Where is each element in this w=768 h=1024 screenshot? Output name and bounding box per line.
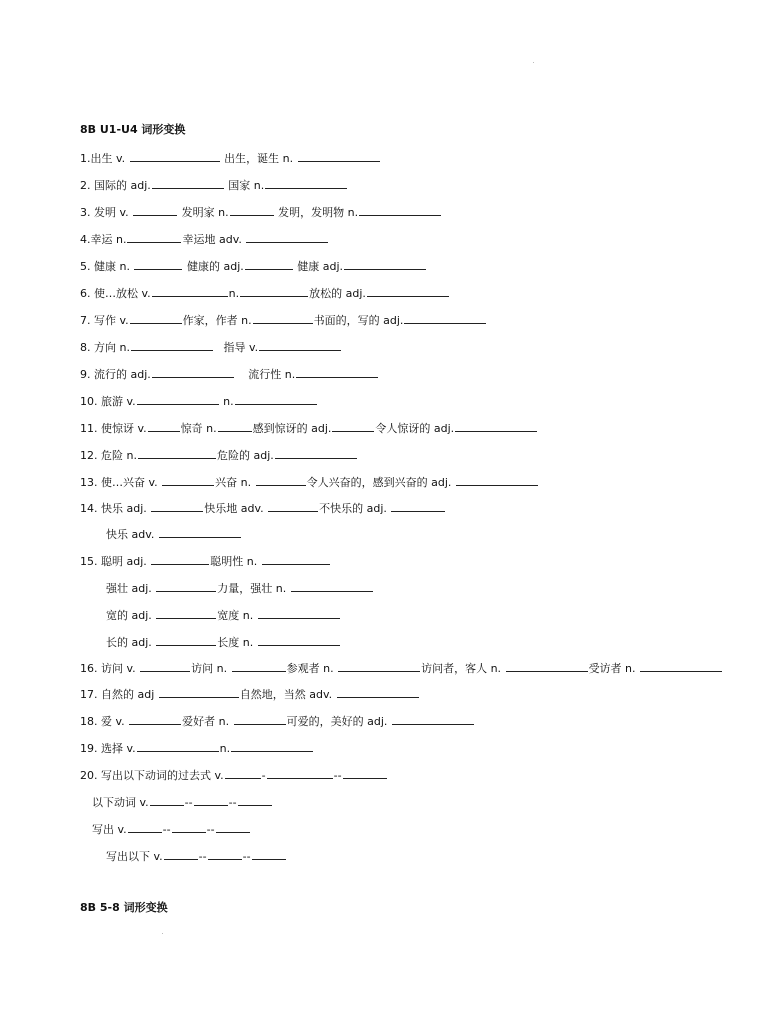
answer-blank[interactable] — [137, 740, 219, 752]
answer-blank[interactable] — [151, 500, 203, 512]
answer-blank[interactable] — [150, 794, 184, 806]
answer-blank[interactable] — [332, 420, 374, 432]
next-section-heading: 8B 5-8 词形变换 — [80, 901, 168, 914]
item-14-continued: 快乐 adv. — [106, 526, 242, 542]
answer-blank[interactable] — [338, 660, 420, 672]
answer-blank[interactable] — [194, 794, 228, 806]
item-5: 5. 健康 n. 健康的 adj. 健康 adj. — [80, 258, 427, 274]
answer-blank[interactable] — [225, 767, 261, 779]
item-15-width: 宽的 adj. 宽度 n. — [106, 607, 341, 623]
answer-blank[interactable] — [262, 553, 330, 565]
item-17: 17. 自然的 adj 自然地，当然 adv. — [80, 686, 420, 702]
answer-blank[interactable] — [208, 848, 242, 860]
answer-blank[interactable] — [267, 767, 333, 779]
item-12: 12. 危险 n. 危险的 adj. — [80, 447, 358, 463]
answer-blank[interactable] — [232, 660, 286, 672]
answer-blank[interactable] — [130, 150, 220, 162]
answer-blank[interactable] — [337, 686, 419, 698]
answer-blank[interactable] — [259, 339, 341, 351]
answer-blank[interactable] — [296, 366, 378, 378]
answer-blank[interactable] — [152, 285, 228, 297]
item-14: 14. 快乐 adj. 快乐地 adv. 不快乐的 adj. — [80, 500, 446, 516]
answer-blank[interactable] — [127, 231, 181, 243]
answer-blank[interactable] — [148, 420, 180, 432]
answer-blank[interactable] — [140, 660, 190, 672]
answer-blank[interactable] — [238, 794, 272, 806]
answer-blank[interactable] — [138, 447, 216, 459]
answer-blank[interactable] — [131, 339, 213, 351]
answer-blank[interactable] — [216, 821, 250, 833]
answer-blank[interactable] — [137, 393, 219, 405]
answer-blank[interactable] — [218, 420, 252, 432]
item-18: 18. 爱 v. 爱好者 n. 可爱的，美好的 adj. — [80, 713, 475, 729]
item-7: 7. 写作 v. 作家，作者 n. 书面的，写的 adj. — [80, 312, 487, 328]
answer-blank[interactable] — [151, 553, 209, 565]
item-2: 2. 国际的 adj. 国家 n. — [80, 177, 348, 193]
answer-blank[interactable] — [275, 447, 357, 459]
item-19: 19. 选择 v. n. — [80, 740, 314, 756]
answer-blank[interactable] — [343, 767, 387, 779]
answer-blank[interactable] — [164, 848, 198, 860]
item-13: 13. 使…兴奋 v. 兴奋 n. 令人兴奋的，感到兴奋的 adj. — [80, 474, 539, 490]
item-16: 16. 访问 v. 访问 n. 参观者 n. 访问者，客人 n. 受访者 n. — [80, 660, 723, 676]
answer-blank[interactable] — [134, 258, 182, 270]
answer-blank[interactable] — [506, 660, 588, 672]
answer-blank[interactable] — [152, 366, 234, 378]
answer-blank[interactable] — [359, 204, 441, 216]
item-6: 6. 使…放松 v. n. 放松的 adj. — [80, 285, 450, 301]
answer-blank[interactable] — [162, 474, 214, 486]
answer-blank[interactable] — [298, 150, 380, 162]
answer-blank[interactable] — [344, 258, 426, 270]
answer-blank[interactable] — [392, 713, 474, 725]
answer-blank[interactable] — [258, 607, 340, 619]
item-15-strength: 强壮 adj. 力量，强壮 n. — [106, 580, 374, 596]
answer-blank[interactable] — [256, 474, 306, 486]
answer-blank[interactable] — [172, 821, 206, 833]
item-15: 15. 聪明 adj. 聪明性 n. — [80, 553, 331, 569]
item-20-b: 以下动词 v. -- -- — [92, 794, 273, 810]
answer-blank[interactable] — [234, 713, 286, 725]
item-11: 11. 使惊讶 v. 惊奇 n. 感到惊讶的 adj. 令人惊讶的 adj. — [80, 420, 538, 436]
item-20-d: 写出以下 v. -- -- — [106, 848, 287, 864]
answer-blank[interactable] — [240, 285, 308, 297]
item-1: 1.出生 v. 出生，诞生 n. — [80, 150, 381, 166]
item-20: 20. 写出以下动词的过去式 v. - -- — [80, 767, 388, 783]
answer-blank[interactable] — [159, 526, 241, 538]
answer-blank[interactable] — [156, 580, 216, 592]
answer-blank[interactable] — [268, 500, 318, 512]
answer-blank[interactable] — [231, 740, 313, 752]
answer-blank[interactable] — [640, 660, 722, 672]
answer-blank[interactable] — [156, 607, 216, 619]
item-4: 4.幸运 n. 幸运地 adv. — [80, 231, 329, 247]
item-3: 3. 发明 v. 发明家 n. 发明，发明物 n. — [80, 204, 442, 220]
answer-blank[interactable] — [245, 258, 293, 270]
answer-blank[interactable] — [367, 285, 449, 297]
answer-blank[interactable] — [130, 312, 182, 324]
answer-blank[interactable] — [159, 686, 239, 698]
answer-blank[interactable] — [252, 848, 286, 860]
item-10: 10. 旅游 v. n. — [80, 393, 318, 409]
answer-blank[interactable] — [253, 312, 313, 324]
speck — [533, 62, 534, 63]
worksheet-heading: 8B U1-U4 词形变换 — [80, 123, 186, 136]
answer-blank[interactable] — [456, 474, 538, 486]
answer-blank[interactable] — [235, 393, 317, 405]
answer-blank[interactable] — [258, 634, 340, 646]
answer-blank[interactable] — [152, 177, 224, 189]
answer-blank[interactable] — [246, 231, 328, 243]
item-9: 9. 流行的 adj. 流行性 n. — [80, 366, 379, 382]
answer-blank[interactable] — [129, 713, 181, 725]
answer-blank[interactable] — [291, 580, 373, 592]
answer-blank[interactable] — [156, 634, 216, 646]
item-15-length: 长的 adj. 长度 n. — [106, 634, 341, 650]
answer-blank[interactable] — [391, 500, 445, 512]
item-20-c: 写出 v. -- -- — [92, 821, 251, 837]
answer-blank[interactable] — [128, 821, 162, 833]
answer-blank[interactable] — [404, 312, 486, 324]
speck — [162, 933, 163, 934]
answer-blank[interactable] — [265, 177, 347, 189]
item-8: 8. 方向 n. 指导 v. — [80, 339, 342, 355]
answer-blank[interactable] — [455, 420, 537, 432]
answer-blank[interactable] — [133, 204, 177, 216]
answer-blank[interactable] — [230, 204, 274, 216]
